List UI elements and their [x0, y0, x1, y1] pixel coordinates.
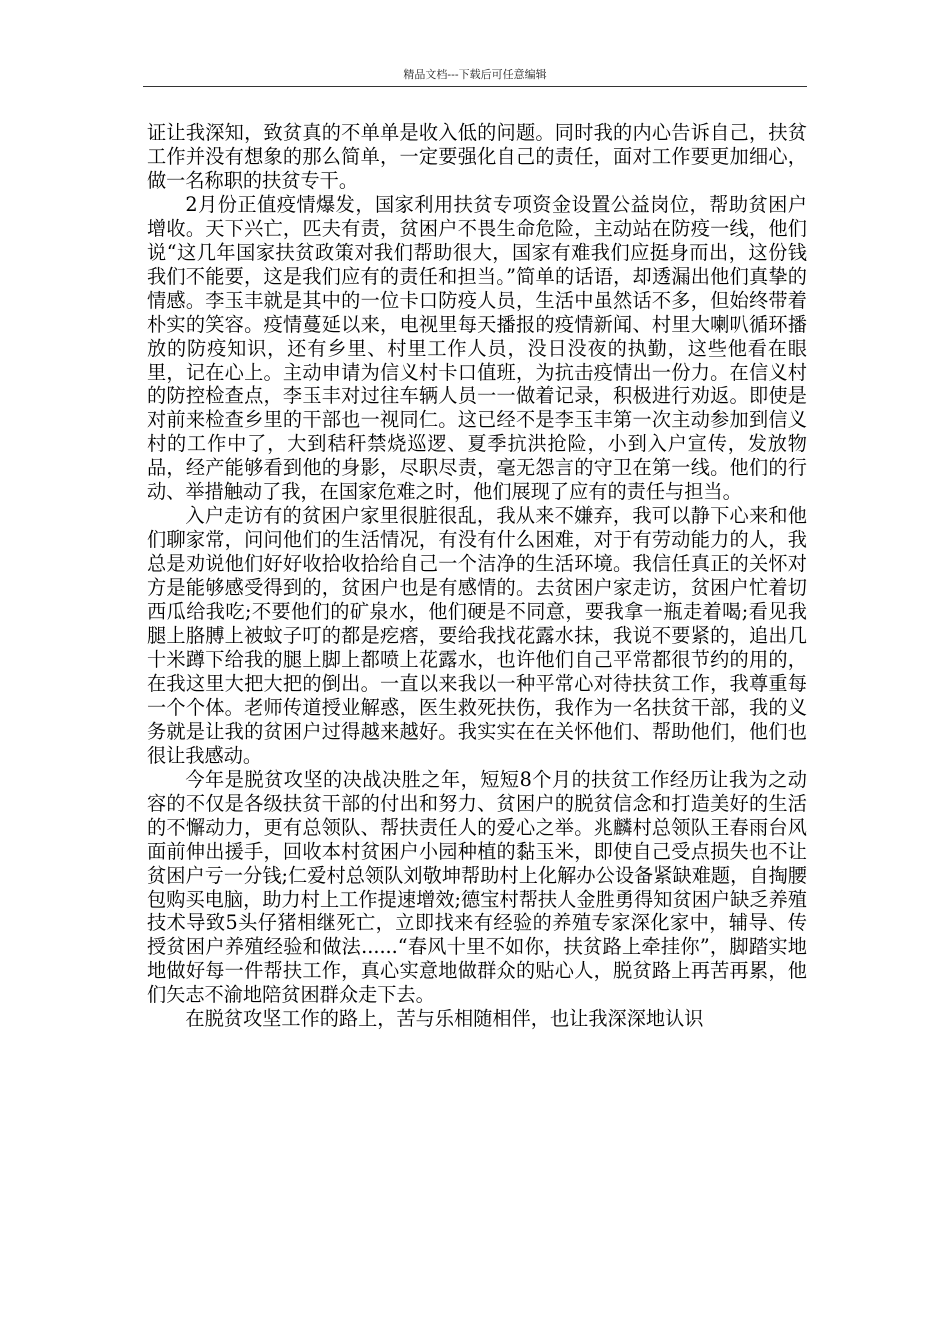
- page-header: 精品文档---下载后可任意编辑: [403, 68, 547, 81]
- paragraph: 2月份正值疫情爆发，国家利用扶贫专项资金设置公益岗位，帮助贫困户增收。天下兴亡，匹夫有责，贫困户不畏生命危险，主动站在防疫一线，他们说“这几年国家扶贫政策对我们帮助很大，国家有难我们应挺身而出，这份钱我们不能要，这是我们应有的责任和担当。”简单的话语，却透漏出他们真挚的情感。李玉丰就是其中的一位卡口防疫人员，生活中虽然话不多，但始终带着朴实的笑容。疫情蔓延以来，电视里每天播报的疫情新闻、村里大喇叭循环播放的防疫知识，还有乡里、村里工作人员，没日没夜的执勤，这些他看在眼里，记在心上。主动申请为信义村卡口值班，为抗击疫情出一份力。在信义村的防控检查点，李玉丰对过往车辆人员一一做着记录，积极进行劝返。即使是对前来检查乡里的干部也一视同仁。这已经不是李玉丰第一次主动参加到信义村的工作中了，大到秸秆禁烧巡逻、夏季抗洪抢险，小到入户宣传，发放物品，经产能够看到他的身影，尽职尽责，毫无怨言的守卫在第一线。他们的行动、举措触动了我，在国家危难之时，他们展现了应有的责任与担当。: [147, 192, 807, 504]
- paragraph: 在脱贫攻坚工作的路上，苦与乐相随相伴，也让我深深地认识: [185, 1007, 704, 1031]
- paragraph: 入户走访有的贫困户家里很脏很乱，我从来不嫌弃，我可以静下心来和他们聊家常，问问他们的生活情况，有没有什么困难，对于有劳动能力的人，我总是劝说他们好好收拾收拾给自己一个洁净的生活环境。我信任真正的关怀对方是能够感受得到的，贫困户也是有感情的。去贫困户家走访，贫困户忙着切西瓜给我吃;不要他们的矿泉水，他们硬是不同意，要我拿一瓶走着喝;看见我腿上胳膊上被蚊子叮的都是疙瘩，要给我找花露水抹，我说不要紧的，追出几十米蹲下给我的腿上脚上都喷上花露水，也许他们自己平常都很节约的用的，在我这里大把大把的倒出。一直以来我以一种平常心对待扶贫工作，我尊重每一个个体。老师传道授业解惑，医生救死扶伤，我作为一名扶贫干部，我的义务就是让我的贫困户过得越来越好。我实实在在关怀他们、帮助他们，他们也很让我感动。: [147, 504, 807, 767]
- header-divider: [143, 86, 807, 87]
- document-body: [147, 121, 807, 1031]
- paragraph: 证让我深知，致贫真的不单单是收入低的问题。同时我的内心告诉自己，扶贫工作并没有想象的那么简单，一定要强化自己的责任，面对工作要更加细心，做一名称职的扶贫专干。: [147, 121, 807, 192]
- paragraph: 今年是脱贫攻坚的决战决胜之年，短短8个月的扶贫工作经历让我为之动容的不仅是各级扶贫干部的付出和努力、贫困户的脱贫信念和打造美好的生活的不懈动力，更有总领队、帮扶责任人的爱心之举。兆麟村总领队王春雨台风面前伸出援手，回收本村贫困户小园种植的黏玉米，即使自己受点损失也不让贫困户亏一分钱;仁爱村总领队刘敬坤帮助村上化解办公设备紧缺难题，自掏腰包购买电脑，助力村上工作提速增效;德宝村帮扶人金胜勇得知贫困户缺乏养殖技术导致5头仔猪相继死亡，立即找来有经验的养殖专家深化家中，辅导、传授贫困户养殖经验和做法......“春风十里不如你，扶贫路上牵挂你”，脚踏实地地做好每一件帮扶工作，真心实意地做群众的贴心人，脱贫路上再苦再累，他们矢志不渝地陪贫困群众走下去。: [147, 767, 807, 1007]
